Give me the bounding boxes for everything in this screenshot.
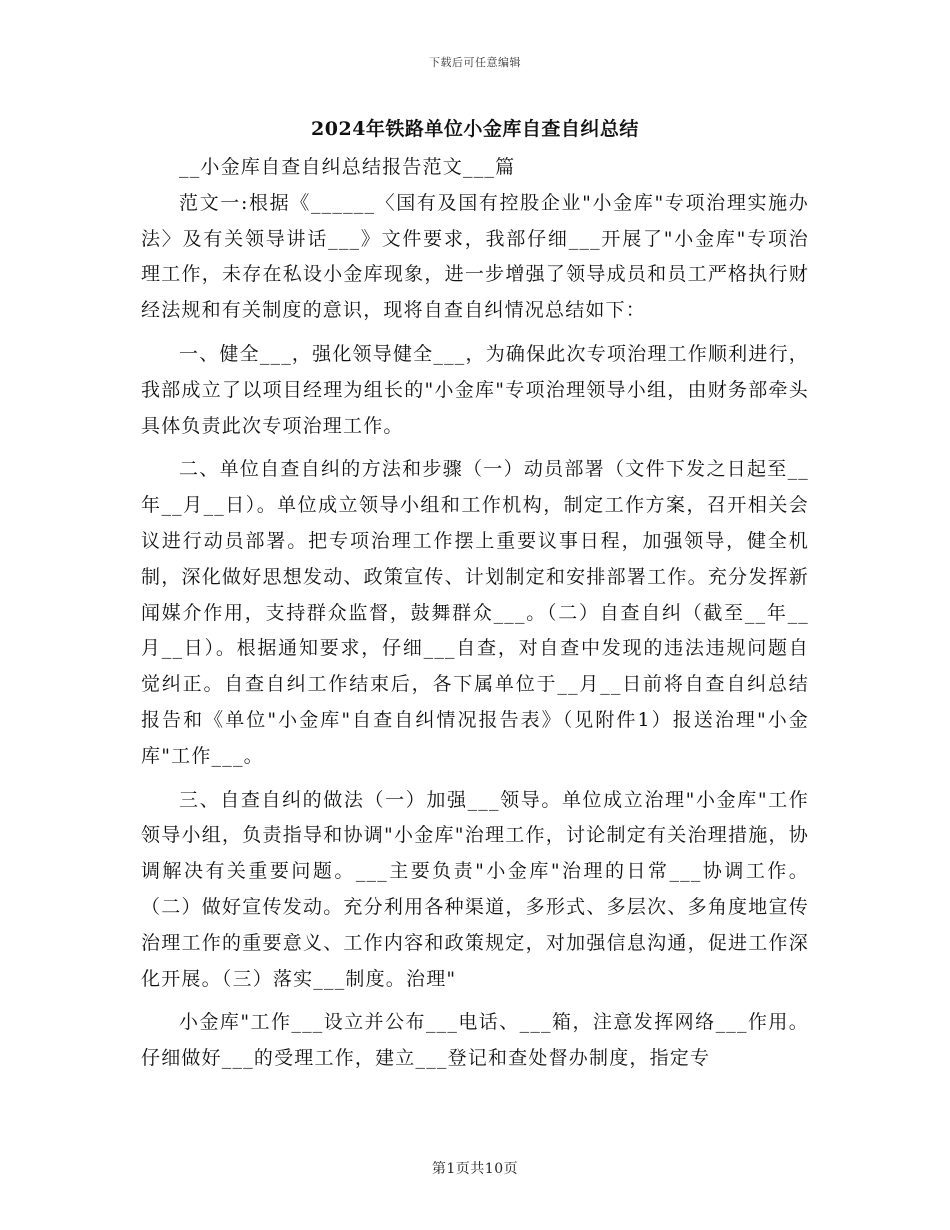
document-title: 2024年铁路单位小金库自查自纠总结	[311, 118, 639, 140]
paragraph-intro: 范文一:根据《______〈国有及国有控股企业"小金库"专项治理实施办法〉及有关领导讲话___》文件要求，我部仔细___开展了"小金库"专项治理工作，未存在私设小金库现象，进一步增强了领导成员和员工严格执行财经法规和有关制度的意识，现将自查自纠情况总结如下：	[141, 191, 809, 322]
paragraph-subtitle: __小金库自查自纠总结报告范文___篇	[179, 156, 516, 178]
paragraph-continuation: 小金库"工作___设立并公布___电话、___箱，注意发挥网络___作用。仔细做好___的受理工作，建立___登记和查处督办制度，指定专	[141, 1011, 809, 1070]
page-footer: 第1页共10页	[431, 1161, 519, 1177]
paragraph-gap	[141, 997, 809, 1005]
paragraph-gap	[141, 329, 809, 337]
paragraph-section-one: 一、健全___，强化领导健全___，为确保此次专项治理工作顺利进行，我部成立了以项目经理为组长的"小金库"专项治理领导小组，由财务部牵头具体负责此次专项治理工作。	[141, 342, 809, 437]
paragraph-section-three: 三、自查自纠的做法（一）加强___领导。单位成立治理"小金库"工作领导小组，负责指导和协调"小金库"治理工作，讨论制定有关治理措施，协调解决有关重要问题。___主要负责"小金库"治理的日常___协调工作。（二）做好宣传发动。充分利用各种渠道，多形式、多层次、多角度地宣传治理工作的重要意义、工作内容和政策规定，对加强信息沟通，促进工作深化开展。（三）落实___制度。治理"	[141, 788, 809, 990]
paragraph-gap	[141, 775, 809, 783]
document-body	[141, 150, 809, 1077]
paragraph-gap	[141, 444, 809, 452]
paragraph-section-two: 二、单位自查自纠的方法和步骤（一）动员部署（文件下发之日起至__年__月__日）。单位成立领导小组和工作机构，制定工作方案，召开相关会议进行动员部署。把专项治理工作摆上重要议事日程，加强领导，健全机制，深化做好思想发动、政策宣传、计划制定和安排部署工作。充分发挥新闻媒介作用，支持群众监督，鼓舞群众___。（二）自查自纠（截至__年__月__日）。根据通知要求，仔细___自查，对自查中发现的违法违规问题自觉纠正。自查自纠工作结束后，各下属单位于__月__日前将自查自纠总结报告和《单位"小金库"自查自纠情况报告表》（见附件1）报送治理"小金库"工作___。	[141, 458, 809, 767]
header-note: 下载后可任意编辑	[429, 56, 521, 69]
